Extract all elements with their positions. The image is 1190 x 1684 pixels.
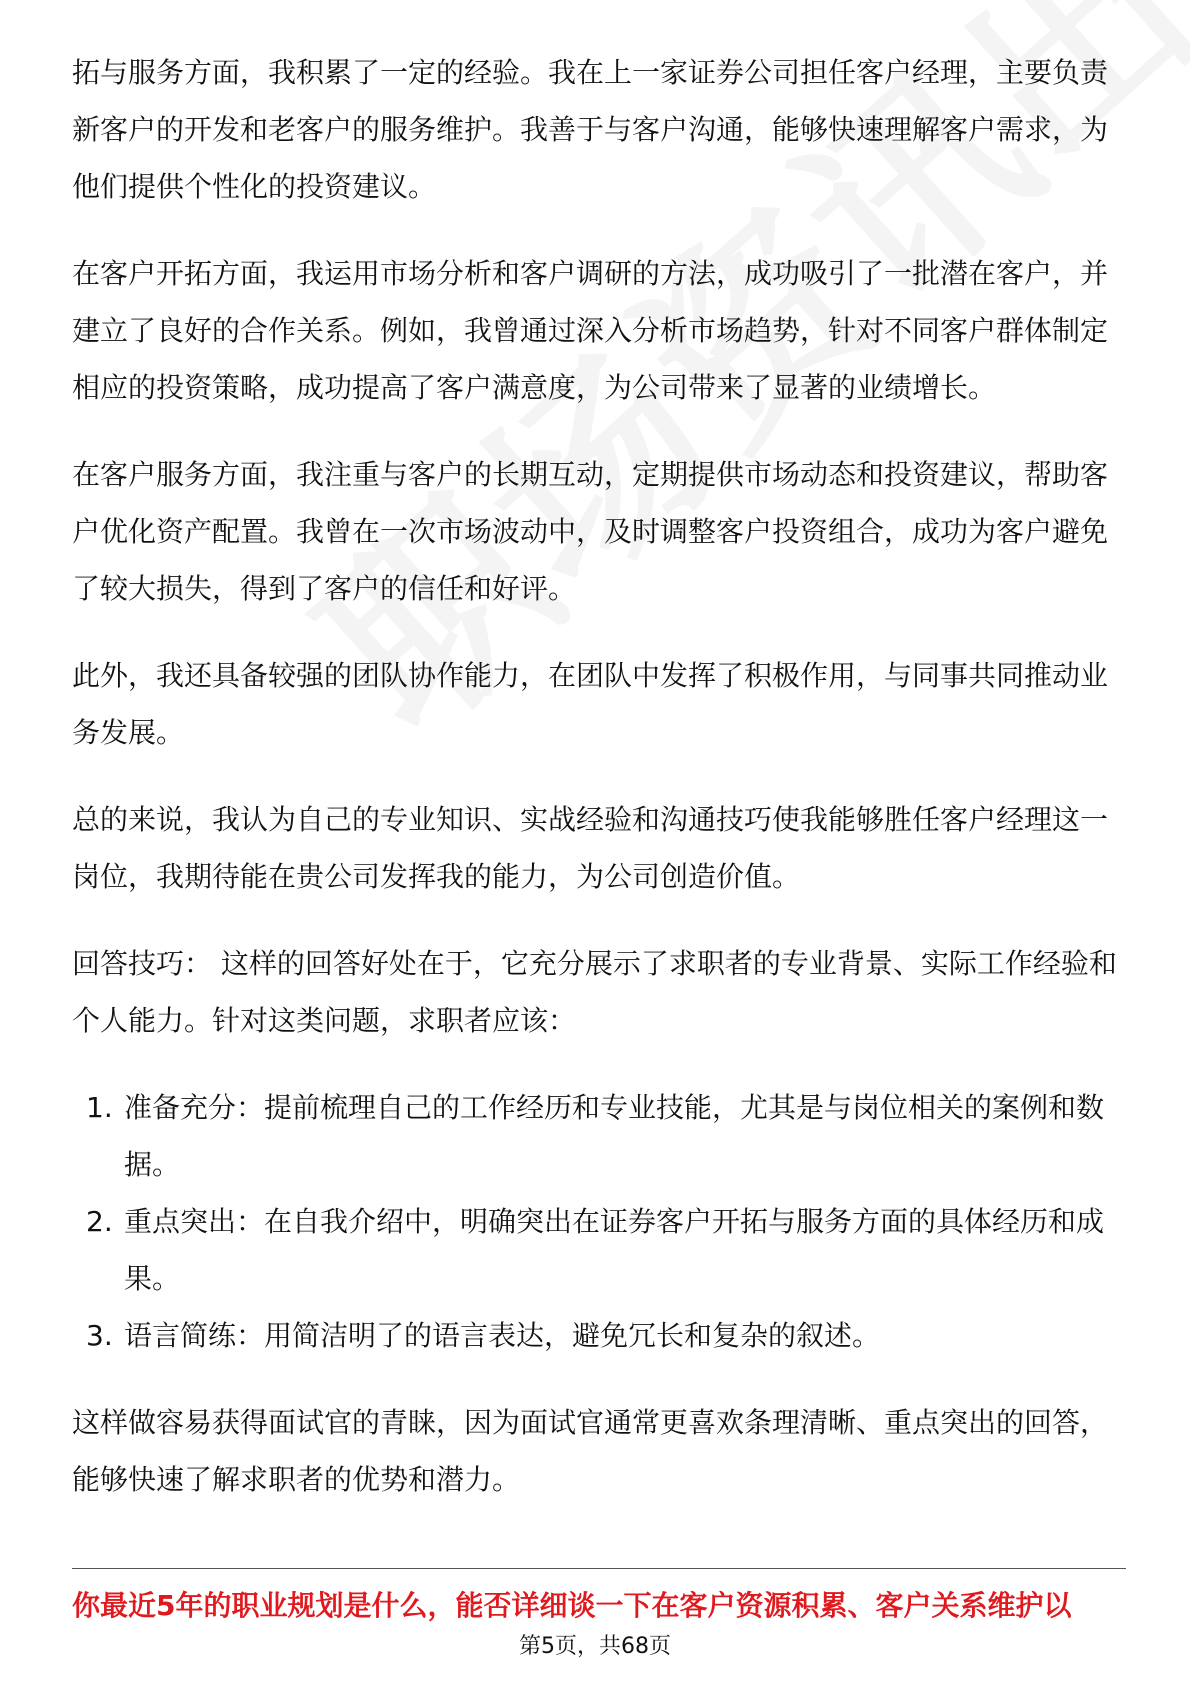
paragraph-teamwork: 此外，我还具备较强的团队协作能力，在团队中发挥了积极作用，与同事共同推动业务发展。 (72, 659, 1109, 749)
paragraph-summary: 总的来说，我认为自己的专业知识、实战经验和沟通技巧使我能够胜任客户经理这一岗位，我期待能在贵公司发挥我的能力，为公司创造价值。 (72, 803, 1109, 893)
page-number: 第5页，共68页 (519, 1634, 671, 1659)
paragraph-client-service: 在客户服务方面，我注重与客户的长期互动，定期提供市场动态和投资建议，帮助客户优化资产配置。我曾在一次市场波动中，及时调整客户投资组合，成功为客户避免了较大损失，得到了客户的信任和好评。 (72, 458, 1109, 605)
list-item-text: 语言简练：用简洁明了的语言表达，避免冗长和复杂的叙述。 (124, 1319, 881, 1352)
list-item-text: 重点突出：在自我介绍中，明确突出在证券客户开拓与服务方面的具体经历和成果。 (124, 1205, 1105, 1295)
paragraph-experience: 拓与服务方面，我积累了一定的经验。我在上一家证券公司担任客户经理，主要负责新客户的开发和老客户的服务维护。我善于与客户沟通，能够快速理解客户需求，为他们提供个性化的投资建议。 (72, 56, 1109, 203)
list-item-number: 1. (86, 1091, 113, 1124)
next-question-heading: 你最近5年的职业规划是什么，能否详细谈一下在客户资源积累、客户关系维护以 (72, 1589, 1072, 1622)
paragraph-client-development: 在客户开拓方面，我运用市场分析和客户调研的方法，成功吸引了一批潜在客户，并建立了良好的合作关系。例如，我曾通过深入分析市场趋势，针对不同客户群体制定相应的投资策略，成功提高了客户满意度，为公司带来了显著的业绩增长。 (72, 257, 1109, 404)
paragraph-answer-tips: 回答技巧： 这样的回答好处在于，它充分展示了求职者的专业背景、实际工作经验和个人能力。针对这类问题，求职者应该： (72, 947, 1117, 1037)
list-item (72, 1193, 1118, 1307)
divider (72, 1568, 1126, 1569)
list-item (72, 1079, 1118, 1193)
list-item-number: 3. (86, 1319, 113, 1352)
list-item (72, 1307, 1118, 1364)
main-content (72, 44, 1122, 1538)
tips-list (72, 1079, 1122, 1364)
list-item-number: 2. (86, 1205, 113, 1238)
paragraph-closing: 这样做容易获得面试官的青睐，因为面试官通常更喜欢条理清晰、重点突出的回答，能够快速了解求职者的优势和潜力。 (72, 1406, 1109, 1496)
list-item-text: 准备充分：提前梳理自己的工作经历和专业技能，尤其是与岗位相关的案例和数据。 (124, 1091, 1105, 1181)
